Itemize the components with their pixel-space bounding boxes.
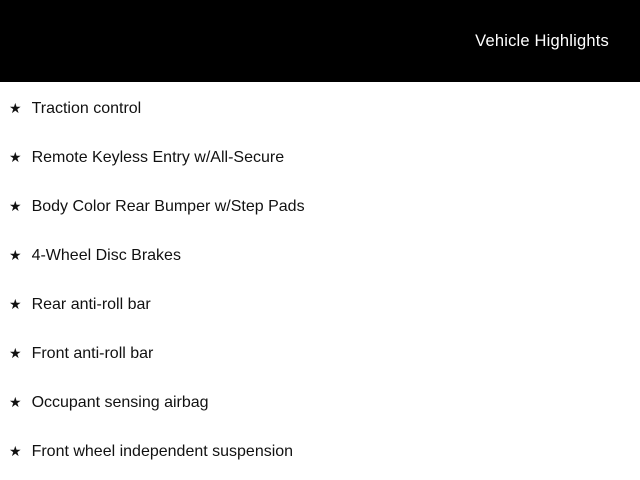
- list-item-label: 4-Wheel Disc Brakes: [31, 246, 181, 264]
- list-item-label: Body Color Rear Bumper w/Step Pads: [31, 197, 305, 215]
- list-item: [0, 329, 640, 378]
- star-icon: ★: [9, 442, 22, 459]
- list-item-label: Occupant sensing airbag: [31, 393, 209, 411]
- star-icon: ★: [9, 148, 22, 165]
- list-item-label: Front wheel independent suspension: [31, 442, 294, 460]
- list-item: [0, 84, 640, 133]
- list-item-label: Remote Keyless Entry w/All-Secure: [31, 148, 285, 166]
- star-icon: ★: [9, 197, 22, 214]
- list-item: [0, 427, 640, 476]
- vehicle-highlights-list: [0, 82, 640, 476]
- star-icon: ★: [9, 295, 22, 312]
- list-item-label: Rear anti-roll bar: [31, 295, 151, 313]
- star-icon: ★: [9, 99, 22, 116]
- list-item-label: Front anti-roll bar: [31, 344, 154, 362]
- list-item: [0, 231, 640, 280]
- list-item: [0, 133, 640, 182]
- list-item-label: Traction control: [31, 99, 142, 117]
- star-icon: ★: [9, 393, 22, 410]
- list-item: [0, 280, 640, 329]
- star-icon: ★: [9, 344, 22, 361]
- header-bar: [0, 0, 640, 82]
- page-title: Vehicle Highlights: [475, 31, 609, 50]
- list-item: [0, 182, 640, 231]
- list-item: [0, 378, 640, 427]
- star-icon: ★: [9, 246, 22, 263]
